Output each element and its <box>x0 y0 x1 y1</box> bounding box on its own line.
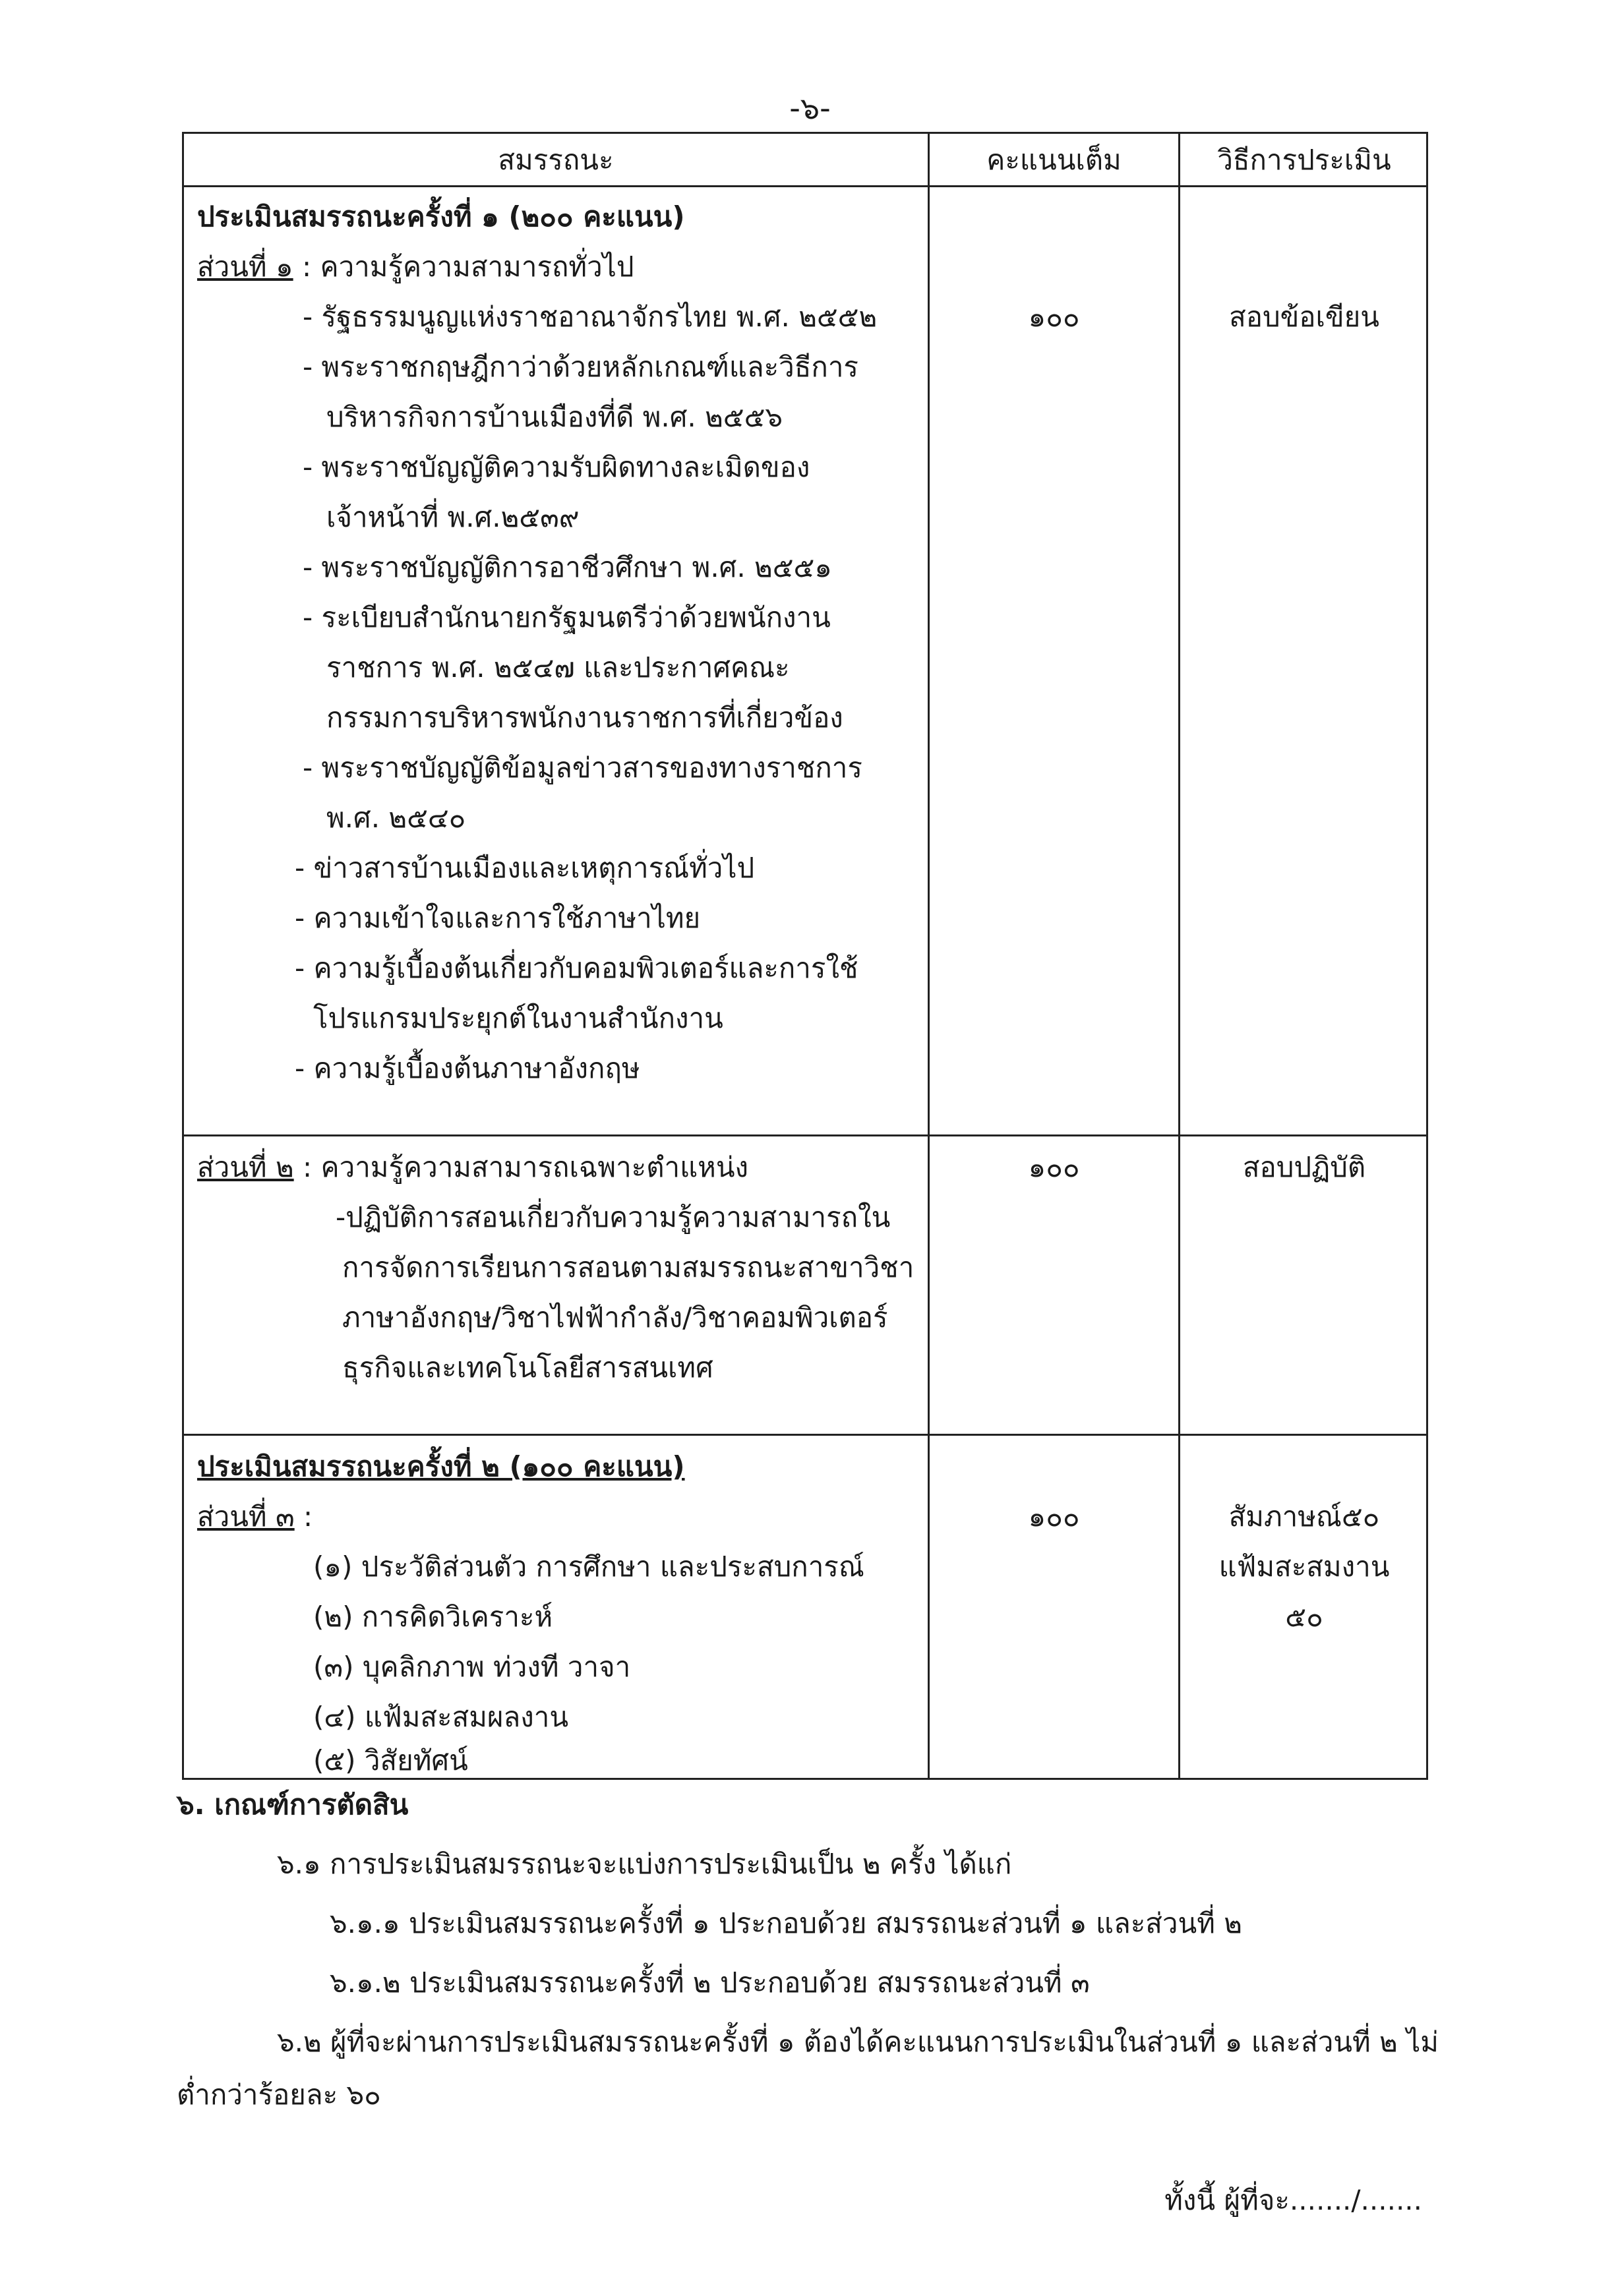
part2-item: ภาษาอังกฤษ/วิชาไฟฟ้ากำลัง/วิชาคอมพิวเตอร์ <box>342 1301 888 1334</box>
part3-title: : <box>294 1500 313 1533</box>
part3-score: ๑๐๐ <box>1028 1500 1080 1533</box>
header-competency: สมรรถนะ <box>498 144 614 176</box>
part1-item: - ระเบียบสำนักนายกรัฐมนตรีว่าด้วยพนักงาน <box>303 601 831 633</box>
header-method: วิธีการประเมิน <box>1217 144 1391 176</box>
part3-item: (๔) แฟ้มสะสมผลงาน <box>313 1701 569 1733</box>
part3-method-line: สัมภาษณ์๕๐ <box>1228 1500 1380 1533</box>
part1-title: : ความรู้ความสามารถทั่วไป <box>293 250 634 283</box>
part2-title: : ความรู้ความสามารถเฉพาะตำแหน่ง <box>293 1151 749 1183</box>
criteria-heading: ๖. เกณฑ์การตัดสิน <box>177 1788 409 1821</box>
part2-score: ๑๐๐ <box>1028 1151 1080 1183</box>
criteria-paragraph: ๖.๑ การประเมินสมรรถนะจะแบ่งการประเมินเป็น ๒ ครั้ง ได้แก่ <box>277 1848 1012 1880</box>
part3-item: (๕) วิสัยทัศน์ <box>313 1744 468 1777</box>
part1-item: - ความเข้าใจและการใช้ภาษาไทย <box>295 902 701 934</box>
row-divider <box>184 1134 1426 1136</box>
part3-heading <box>197 1492 313 1542</box>
part1-item: เจ้าหน้าที่ พ.ศ.๒๕๓๙ <box>326 501 580 533</box>
criteria-paragraph: ๖.๒ ผู้ที่จะผ่านการประเมินสมรรถนะครั้งที่ ๑ ต้องได้คะแนนการประเมินในส่วนที่ ๑ และส่วนที่ ๒ ไม่ <box>277 2026 1439 2058</box>
part2-item: การจัดการเรียนการสอนตามสมรรถนะสาขาวิชา <box>342 1251 915 1283</box>
part2-heading <box>197 1142 748 1192</box>
part1-item: - พระราชบัญญัติความรับผิดทางละเมิดของ <box>303 451 810 483</box>
part3-method-line: ๕๐ <box>1285 1601 1323 1633</box>
part3-method-line: แฟ้มสะสมงาน <box>1218 1550 1390 1583</box>
row-divider <box>184 1434 1426 1436</box>
part1-item: - พระราชบัญญัติข้อมูลข่าวสารของทางราชการ <box>303 751 862 784</box>
part3-item: (๒) การคิดวิเคราะห์ <box>313 1601 553 1633</box>
part3-item: (๓) บุคลิกภาพ ท่วงที วาจา <box>313 1651 631 1683</box>
part2-label: ส่วนที่ ๒ <box>197 1151 294 1183</box>
part1-item: ราชการ พ.ศ. ๒๕๔๗ และประกาศคณะ <box>326 651 790 684</box>
header-full-score: คะแนนเต็ม <box>986 144 1122 176</box>
part1-item: - ความรู้เบื้องต้นภาษาอังกฤษ <box>295 1052 640 1084</box>
criteria-paragraph-continued: ต่ำกว่าร้อยละ ๖๐ <box>177 2078 381 2111</box>
part1-heading <box>197 242 634 292</box>
part1-method: สอบข้อเขียน <box>1229 301 1379 333</box>
part1-score: ๑๐๐ <box>1028 301 1080 333</box>
part1-item: - รัฐธรรมนูญแห่งราชอาณาจักรไทย พ.ศ. ๒๕๕๒ <box>303 301 878 333</box>
header-divider <box>184 185 1426 187</box>
part1-item: โปรแกรมประยุกต์ในงานสำนักงาน <box>313 1002 723 1034</box>
part1-item: พ.ศ. ๒๕๔๐ <box>326 802 466 834</box>
part1-item: - ความรู้เบื้องต้นเกี่ยวกับคอมพิวเตอร์และการใช้ <box>295 952 858 984</box>
part1-item: - พระราชกฤษฎีกาว่าด้วยหลักเกณฑ์และวิธีการ <box>303 351 858 383</box>
part1-item: - พระราชบัญญัติการอาชีวศึกษา พ.ศ. ๒๕๕๑ <box>303 551 832 583</box>
criteria-subparagraph: ๖.๑.๑ ประเมินสมรรถนะครั้งที่ ๑ ประกอบด้วย สมรรถนะส่วนที่ ๑ และส่วนที่ ๒ <box>330 1907 1242 1939</box>
round2-title: ประเมินสมรรถนะครั้งที่ ๒ (๑๐๐ คะแนน) <box>197 1450 685 1483</box>
part1-item: กรรมการบริหารพนักงานราชการที่เกี่ยวข้อง <box>326 701 843 734</box>
part2-method: สอบปฏิบัติ <box>1242 1151 1366 1183</box>
round1-title: ประเมินสมรรถนะครั้งที่ ๑ (๒๐๐ คะแนน) <box>197 200 685 233</box>
part2-item: -ปฏิบัติการสอนเกี่ยวกับความรู้ความสามารถใน <box>336 1201 891 1233</box>
part1-item: บริหารกิจการบ้านเมืองที่ดี พ.ศ. ๒๕๕๖ <box>326 401 783 433</box>
part2-item: ธุรกิจและเทคโนโลยีสารสนเทศ <box>342 1351 713 1384</box>
part1-item: - ข่าวสารบ้านเมืองและเหตุการณ์ทั่วไป <box>295 852 755 884</box>
part1-label: ส่วนที่ ๑ <box>197 250 293 283</box>
page-number: -๖- <box>789 90 831 126</box>
criteria-subparagraph: ๖.๑.๒ ประเมินสมรรถนะครั้งที่ ๒ ประกอบด้วย สมรรถนะส่วนที่ ๓ <box>330 1966 1090 1999</box>
competency-table <box>182 132 1428 1780</box>
page-continuation: ทั้งนี้ ผู้ที่จะ......./....... <box>1164 2184 1422 2216</box>
part3-label: ส่วนที่ ๓ <box>197 1500 295 1533</box>
part3-item: (๑) ประวัติส่วนตัว การศึกษา และประสบการณ์ <box>313 1550 864 1583</box>
